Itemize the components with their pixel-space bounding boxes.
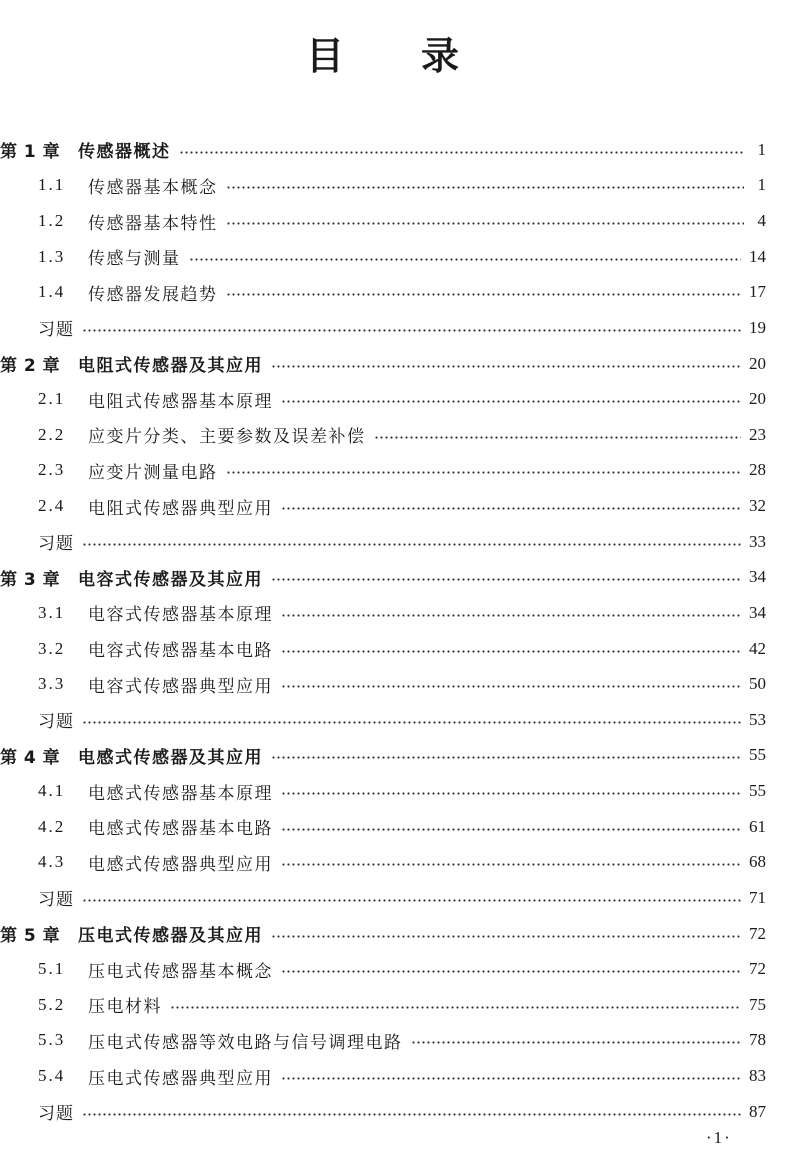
dot-leader bbox=[411, 1041, 742, 1044]
page-number: 61 bbox=[749, 816, 766, 836]
exercise-label: 习题 bbox=[38, 890, 74, 911]
dot-leader bbox=[281, 1077, 741, 1080]
toc-chapter-entry bbox=[0, 132, 766, 168]
chapter-label: 第 3 章 bbox=[0, 569, 61, 590]
dot-leader bbox=[189, 258, 742, 261]
dot-leader bbox=[82, 899, 741, 902]
toc-section-entry bbox=[0, 951, 766, 987]
section-title: 电阻式传感器基本原理 bbox=[88, 391, 273, 412]
toc-exercise-entry bbox=[0, 310, 766, 346]
page-number: 34 bbox=[749, 602, 766, 622]
section-title: 电阻式传感器典型应用 bbox=[88, 498, 273, 519]
section-number: 1.4 bbox=[38, 282, 66, 302]
toc-section-entry bbox=[0, 1058, 766, 1094]
exercise-label: 习题 bbox=[38, 712, 74, 733]
section-title: 传感与测量 bbox=[88, 249, 181, 270]
toc-section-entry bbox=[0, 453, 766, 489]
dot-leader bbox=[374, 436, 742, 439]
page-number: 1 bbox=[757, 175, 766, 195]
toc-exercise-entry bbox=[0, 880, 766, 916]
exercise-label: 习题 bbox=[38, 320, 74, 341]
toc-section-entry bbox=[0, 666, 766, 702]
section-number: 1.1 bbox=[38, 175, 66, 195]
page-number: 71 bbox=[749, 887, 766, 907]
dot-leader bbox=[281, 685, 741, 688]
page-number: 28 bbox=[749, 460, 766, 480]
page-footer-number: ·1· bbox=[706, 1128, 732, 1147]
section-title: 电感式传感器典型应用 bbox=[88, 854, 273, 875]
toc-section-entry bbox=[0, 845, 766, 881]
toc-section-entry bbox=[0, 987, 766, 1023]
dot-leader bbox=[281, 863, 741, 866]
page-number: 14 bbox=[749, 246, 766, 266]
section-title: 传感器发展趋势 bbox=[88, 284, 218, 305]
section-title: 电容式传感器基本电路 bbox=[88, 641, 273, 662]
toc-exercise-entry bbox=[0, 702, 766, 738]
page-number: 68 bbox=[749, 852, 766, 872]
page-number: 23 bbox=[749, 424, 766, 444]
page-number: 78 bbox=[749, 1030, 766, 1050]
section-number: 2.1 bbox=[38, 389, 66, 409]
toc-section-entry bbox=[0, 381, 766, 417]
toc-chapter-entry bbox=[0, 916, 766, 952]
toc-chapter-entry bbox=[0, 738, 766, 774]
section-number: 4.2 bbox=[38, 816, 66, 836]
dot-leader bbox=[281, 828, 741, 831]
chapter-title: 电容式传感器及其应用 bbox=[78, 569, 263, 590]
section-number: 4.1 bbox=[38, 781, 66, 801]
page-number: 34 bbox=[749, 567, 766, 587]
page-number: 19 bbox=[749, 317, 766, 337]
page-number: 17 bbox=[749, 282, 766, 302]
toc-exercise-entry bbox=[0, 524, 766, 560]
dot-leader bbox=[271, 935, 741, 938]
chapter-title: 传感器概述 bbox=[78, 142, 171, 163]
page-number: 20 bbox=[749, 389, 766, 409]
section-title: 电容式传感器典型应用 bbox=[88, 676, 273, 697]
toc-section-entry bbox=[0, 631, 766, 667]
section-title: 应变片测量电路 bbox=[88, 462, 218, 483]
table-of-contents bbox=[0, 132, 766, 1130]
dot-leader bbox=[82, 1113, 741, 1116]
dot-leader bbox=[226, 471, 742, 474]
toc-chapter-entry bbox=[0, 560, 766, 596]
page-number: 83 bbox=[749, 1066, 766, 1086]
section-number: 5.1 bbox=[38, 959, 66, 979]
dot-leader bbox=[281, 970, 741, 973]
page-number: 50 bbox=[749, 674, 766, 694]
page-number: 55 bbox=[749, 781, 766, 801]
section-number: 1.2 bbox=[38, 211, 66, 231]
contents-heading-char-2: 录 bbox=[420, 34, 459, 78]
toc-section-entry bbox=[0, 168, 766, 204]
chapter-label: 第 4 章 bbox=[0, 747, 61, 768]
page-number: 75 bbox=[749, 994, 766, 1014]
dot-leader bbox=[271, 756, 741, 759]
section-title: 电容式传感器基本原理 bbox=[88, 605, 273, 626]
section-number: 2.4 bbox=[38, 496, 66, 516]
dot-leader bbox=[179, 151, 745, 154]
section-number: 3.2 bbox=[38, 638, 66, 658]
section-number: 5.4 bbox=[38, 1066, 66, 1086]
dot-leader bbox=[82, 543, 741, 546]
toc-section-entry bbox=[0, 595, 766, 631]
dot-leader bbox=[170, 1006, 741, 1009]
section-number: 4.3 bbox=[38, 852, 66, 872]
section-title: 传感器基本概念 bbox=[88, 177, 218, 198]
section-number: 1.3 bbox=[38, 246, 66, 266]
dot-leader bbox=[271, 365, 741, 368]
page-number: 53 bbox=[749, 709, 766, 729]
page-number: 72 bbox=[749, 959, 766, 979]
toc-chapter-entry bbox=[0, 346, 766, 382]
dot-leader bbox=[271, 578, 741, 581]
page-number: 4 bbox=[757, 211, 766, 231]
dot-leader bbox=[82, 721, 741, 724]
dot-leader bbox=[82, 329, 741, 332]
chapter-label: 第 1 章 bbox=[0, 142, 61, 163]
exercise-label: 习题 bbox=[38, 1104, 74, 1125]
section-title: 压电式传感器典型应用 bbox=[88, 1068, 273, 1089]
chapter-title: 电阻式传感器及其应用 bbox=[78, 356, 263, 377]
chapter-label: 第 2 章 bbox=[0, 356, 61, 377]
dot-leader bbox=[226, 186, 745, 189]
section-number: 5.3 bbox=[38, 1030, 66, 1050]
section-number: 3.3 bbox=[38, 674, 66, 694]
dot-leader bbox=[226, 222, 745, 225]
dot-leader bbox=[281, 400, 741, 403]
toc-section-entry bbox=[0, 417, 766, 453]
section-title: 压电式传感器等效电路与信号调理电路 bbox=[88, 1032, 403, 1053]
section-number: 2.3 bbox=[38, 460, 66, 480]
section-title: 应变片分类、主要参数及误差补偿 bbox=[88, 427, 366, 448]
section-number: 3.1 bbox=[38, 602, 66, 622]
toc-section-entry bbox=[0, 488, 766, 524]
toc-section-entry bbox=[0, 809, 766, 845]
dot-leader bbox=[226, 293, 742, 296]
page-number: 42 bbox=[749, 638, 766, 658]
toc-section-entry bbox=[0, 239, 766, 275]
toc-exercise-entry bbox=[0, 1094, 766, 1130]
toc-section-entry bbox=[0, 203, 766, 239]
dot-leader bbox=[281, 614, 741, 617]
page-number: 20 bbox=[749, 353, 766, 373]
dot-leader bbox=[281, 507, 741, 510]
toc-section-entry bbox=[0, 1023, 766, 1059]
page-number: 87 bbox=[749, 1101, 766, 1121]
chapter-title: 电感式传感器及其应用 bbox=[78, 747, 263, 768]
chapter-label: 第 5 章 bbox=[0, 926, 61, 947]
section-title: 电感式传感器基本电路 bbox=[88, 819, 273, 840]
section-title: 压电式传感器基本概念 bbox=[88, 961, 273, 982]
dot-leader bbox=[281, 792, 741, 795]
toc-section-entry bbox=[0, 773, 766, 809]
section-title: 压电材料 bbox=[88, 997, 162, 1018]
section-number: 5.2 bbox=[38, 994, 66, 1014]
dot-leader bbox=[281, 650, 741, 653]
contents-heading-char-1: 目 bbox=[305, 34, 344, 78]
section-title: 电感式传感器基本原理 bbox=[88, 783, 273, 804]
page-number: 33 bbox=[749, 531, 766, 551]
section-number: 2.2 bbox=[38, 424, 66, 444]
exercise-label: 习题 bbox=[38, 534, 74, 555]
chapter-title: 压电式传感器及其应用 bbox=[78, 926, 263, 947]
section-title: 传感器基本特性 bbox=[88, 213, 218, 234]
page-number: 72 bbox=[749, 923, 766, 943]
page-number: 32 bbox=[749, 496, 766, 516]
page-number: 55 bbox=[749, 745, 766, 765]
page-number: 1 bbox=[757, 139, 766, 159]
toc-section-entry bbox=[0, 275, 766, 311]
